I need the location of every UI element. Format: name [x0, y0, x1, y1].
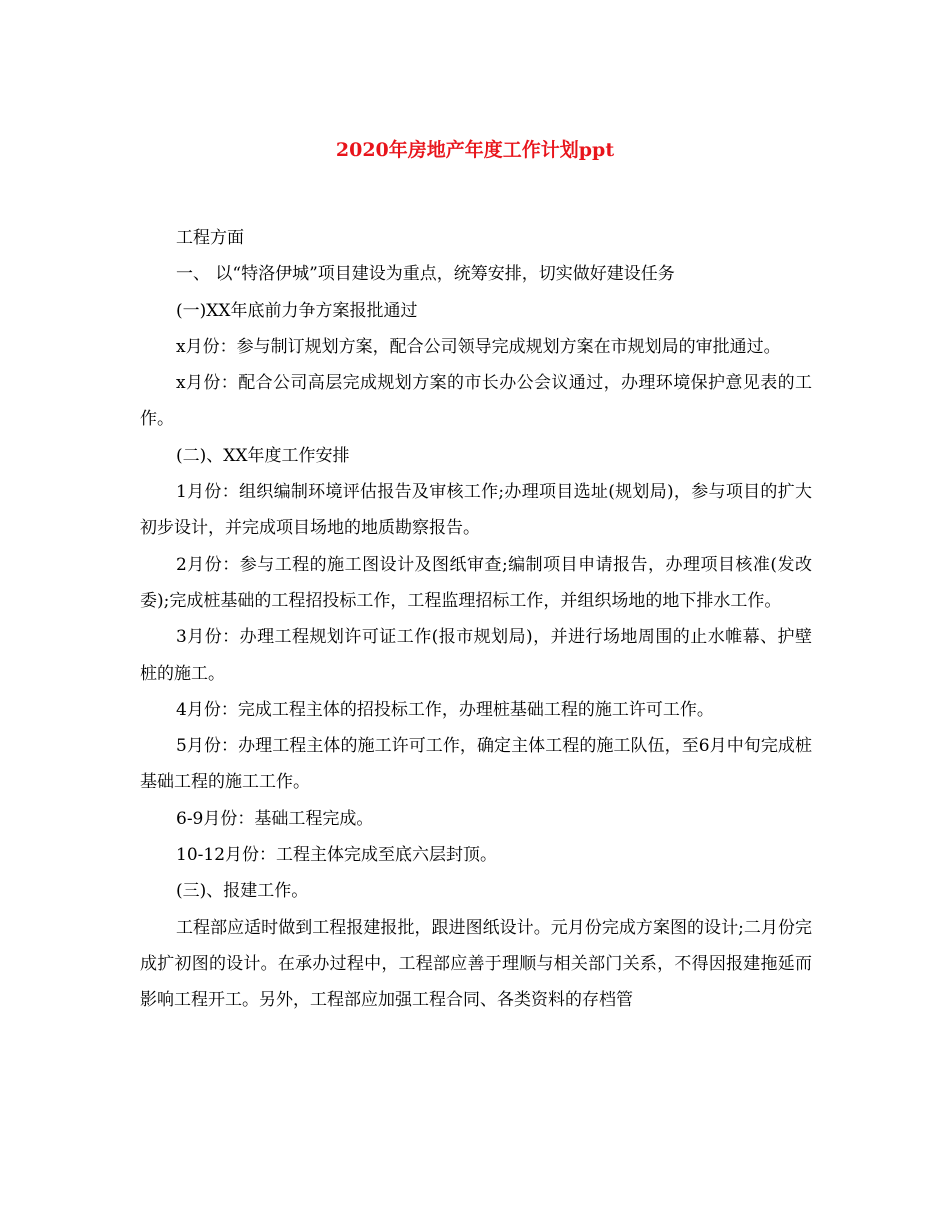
schedule-paragraph: 5月份：办理工程主体的施工许可工作，确定主体工程的施工队伍，至6月中旬完成桩基础工程的施工工作。 [140, 736, 812, 793]
section-heading: 工程方面 [176, 228, 244, 248]
section-point: 一、 以“特洛伊城”项目建设为重点，统筹安排，切实做好建设任务 [176, 264, 675, 285]
body-paragraph: 工程部应适时做到工程报建报批，跟进图纸设计。元月份完成方案图的设计;二月份完成扩初图的设计。在承办过程中，工程部应善于理顺与相关部门关系，不得因报建拖延而影响工程开工。另外，工程部应加强工程合同、各类资料的存档管 [140, 917, 812, 1011]
subsection-heading: (一)XX年底前力争方案报批通过 [176, 300, 418, 321]
document-title: 2020年房地产年度工作计划ppt [335, 139, 615, 161]
schedule-paragraph: 2月份：参与工程的施工图设计及图纸审查;编制项目申请报告，办理项目核准(发改委);完成桩基础的工程招投标工作，工程监理招标工作，并组织场地的地下排水工作。 [140, 554, 812, 611]
schedule-paragraph: 10-12月份：工程主体完成至底六层封顶。 [176, 845, 498, 866]
schedule-paragraph: 6-9月份：基础工程完成。 [176, 808, 374, 829]
schedule-paragraph: 4月份：完成工程主体的招投标工作，办理桩基础工程的施工许可工作。 [176, 699, 714, 720]
schedule-paragraph: x月份：配合公司高层完成规划方案的市长办公会议通过，办理环境保护意见表的工作。 [140, 373, 812, 430]
subsection-heading: (二)、XX年度工作安排 [176, 445, 350, 466]
schedule-paragraph: x月份：参与制订规划方案，配合公司领导完成规划方案在市规划局的审批通过。 [176, 336, 781, 357]
schedule-paragraph: 3月份：办理工程规划许可证工作(报市规划局)，并进行场地周围的止水帷幕、护壁桩的施工。 [140, 627, 812, 684]
subsection-heading: (三)、报建工作。 [176, 881, 309, 902]
schedule-paragraph: 1月份：组织编制环境评估报告及审核工作;办理项目选址(规划局)，参与项目的扩大初步设计，并完成项目场地的地质勘察报告。 [140, 482, 812, 539]
document-body [140, 220, 812, 1019]
